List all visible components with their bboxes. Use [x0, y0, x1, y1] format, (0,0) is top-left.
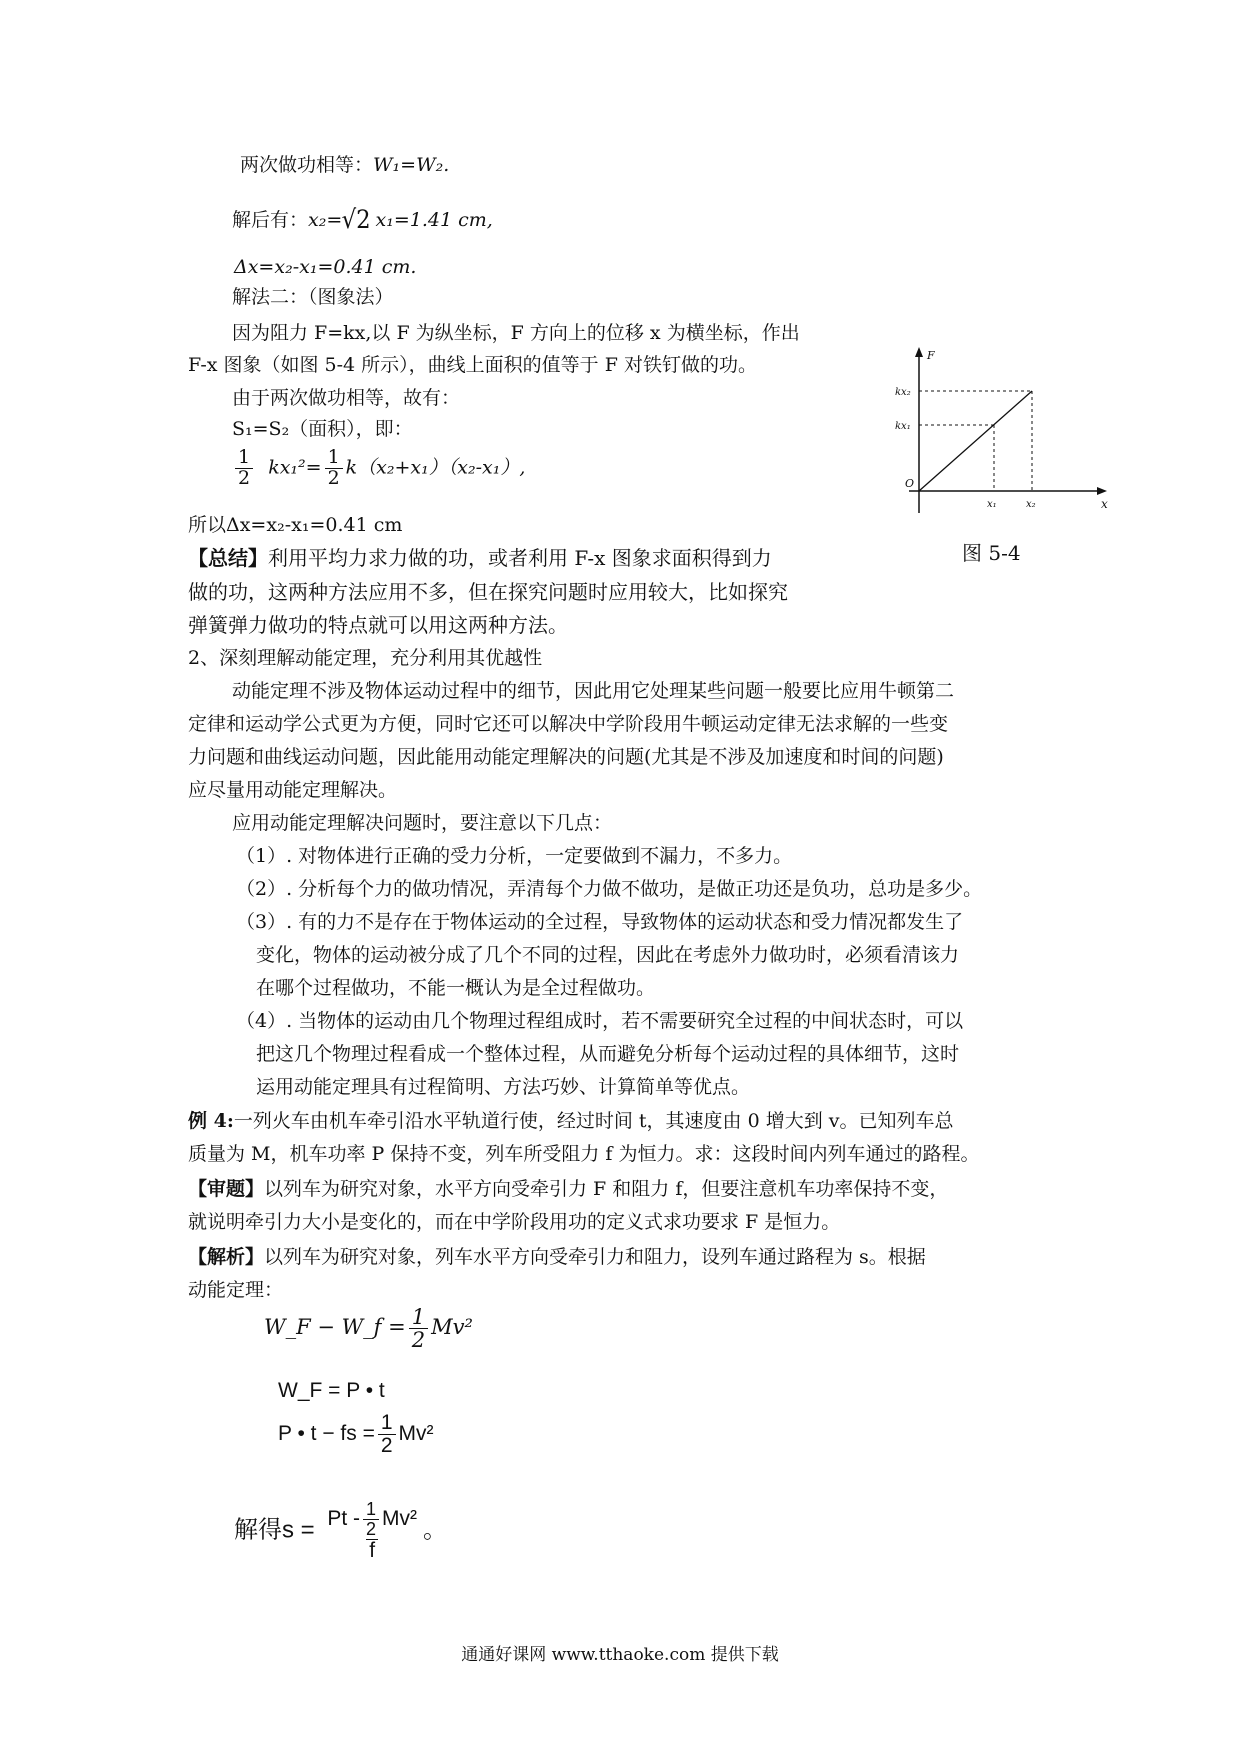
heading: 解法二：（图象法） [232, 286, 394, 308]
analysis-tag: 【解析】 [188, 1246, 265, 1268]
equation: kx₁²= [268, 456, 322, 479]
review-line: 【审题】以列车为研究对象，水平方向受牵引力 F 和阻力 f，但要注意机车功率保持不变， [188, 1178, 949, 1200]
analysis-line: 动能定理： [188, 1279, 284, 1301]
text: 解后有： [232, 209, 309, 231]
paragraph-line: 应用动能定理解决问题时，要注意以下几点： [232, 812, 613, 834]
analysis-line: 【解析】以列车为研究对象，列车水平方向受牵引力和阻力，设列车通过路程为 s。根据 [188, 1246, 926, 1268]
list-item: （3）. 有的力不是存在于物体运动的全过程，导致物体的运动状态和受力情况都发生了 [236, 911, 964, 933]
example-line: 质量为 M，机车功率 P 保持不变，列车所受阻力 f 为恒力。求：这段时间内列车通过的路程。 [188, 1143, 980, 1165]
fraction: $\frac{1}{2}$ [363, 1500, 379, 1539]
summary-line: 做的功，这两种方法应用不多，但在探究问题时应用较大，比如探究 [188, 580, 788, 604]
equation: W₁=W₂. [373, 154, 450, 176]
paragraph-line: 所以Δx=x₂-x₁=0.41 cm [188, 514, 403, 536]
origin-label: O [905, 477, 915, 490]
section-heading: 2、深刻理解动能定理，充分利用其优越性 [188, 647, 543, 669]
result-fraction: Pt - $\frac{1}{2}$ Mv² f [327, 1499, 418, 1562]
list-item-continued: 在哪个过程做功，不能一概认为是全过程做功。 [256, 977, 656, 999]
sqrt-symbol: √2 [341, 205, 371, 235]
fraction: $\frac{1}{2}$ [378, 1412, 396, 1457]
text: 两次做功相等： [240, 154, 374, 176]
x-axis-arrow [1097, 487, 1107, 495]
paragraph-line: 动能定理不涉及物体运动过程中的细节，因此用它处理某些问题一般要比应用牛顿第二 [232, 680, 955, 702]
review-tag: 【审题】 [188, 1178, 265, 1200]
equation: Δx=x₂-x₁=0.41 cm. [234, 256, 417, 278]
example-tag: 例 4: [188, 1110, 234, 1132]
equation-2: W_F = P • t [278, 1379, 385, 1402]
list-item-continued: 把这几个物理过程看成一个整体过程，从而避免分析每个运动过程的具体细节，这时 [256, 1043, 960, 1065]
summary-tag: 【总结】 [188, 546, 268, 570]
paragraph-line: 力问题和曲线运动问题，因此能用动能定理解决的问题(尤其是不涉及加速度和时间的问题) [188, 746, 944, 768]
list-item: （4）. 当物体的运动由几个物理过程组成时，若不需要研究全过程的中间状态时，可以 [236, 1010, 964, 1032]
fraction: $\frac{1}{2}$ [325, 448, 343, 489]
y-tick-kx1: kx₁ [895, 421, 911, 432]
paragraph-line: S₁=S₂（面积），即： [232, 418, 413, 440]
paragraph-line: F-x 图象（如图 5-4 所示），曲线上面积的值等于 F 对铁钉做的功。 [188, 354, 757, 376]
x-tick-x1: x₁ [987, 499, 997, 510]
paragraph-line: 因为阻力 F=kx,以 F 为纵坐标，F 方向上的位移 x 为横坐标，作出 [232, 322, 800, 344]
paragraph-line: 应尽量用动能定理解决。 [188, 779, 398, 801]
equation-3: P • t − fs = $\frac{1}{2}$ Mv² [278, 1411, 434, 1458]
list-item-continued: 变化，物体的运动被分成了几个不同的过程，因此在考虑外力做功时，必须看清该力 [256, 944, 960, 966]
equation: x₂= [308, 209, 343, 231]
x-tick-x2: x₂ [1026, 499, 1036, 510]
equation: x₁=1.41 cm, [375, 209, 493, 231]
list-item-continued: 运用动能定理具有过程简明、方法巧妙、计算简单等优点。 [256, 1076, 751, 1098]
equation: k（x₂+x₁）（x₂-x₁）, [345, 456, 526, 479]
summary-line: 弹簧弹力做功的特点就可以用这两种方法。 [188, 613, 568, 637]
equation-4: 解得s = Pt - $\frac{1}{2}$ Mv² f 。 [234, 1499, 448, 1562]
list-item: （2）. 分析每个力的做功情况，弄清每个力做不做功，是做正功还是负功，总功是多少。 [236, 878, 983, 900]
review-line: 就说明牵引力大小是变化的，而在中学阶段用功的定义式求功要求 F 是恒力。 [188, 1211, 841, 1233]
text-line [240, 154, 449, 177]
y-axis-label: F [927, 349, 935, 362]
fraction: $\frac{1}{2}$ [409, 1306, 428, 1351]
y-axis-arrow [915, 347, 923, 357]
fraction: $\frac{1}{2}$ [235, 448, 253, 489]
x-axis-label: x [1101, 497, 1108, 511]
paragraph-line: 定律和运动学公式更为方便，同时它还可以解决中学阶段用牛顿运动定律无法求解的一些变 [188, 713, 949, 735]
summary-line: 【总结】利用平均力求力做的功，或者利用 F-x 图象求面积得到力 [188, 546, 772, 570]
equation-1: W_F − W_f = $\frac{1}{2}$ Mv² [264, 1305, 473, 1353]
paragraph-line: 由于两次做功相等，故有： [232, 387, 461, 409]
fx-line [919, 391, 1032, 491]
equation-line [232, 448, 525, 489]
figure-caption: 图 5-4 [962, 541, 1021, 565]
list-item: （1）. 对物体进行正确的受力分析，一定要做到不漏力，不多力。 [236, 845, 793, 867]
example-line: 例 4:一列火车由机车牵引沿水平轨道行使，经过时间 t，其速度由 0 增大到 v。已知列车总 [188, 1110, 954, 1132]
y-tick-kx2: kx₂ [895, 387, 911, 398]
text-line [232, 205, 493, 235]
figure-5-4 [895, 345, 1115, 515]
page-footer: 通通好课网 www.tthaoke.com 提供下载 [461, 1645, 779, 1665]
